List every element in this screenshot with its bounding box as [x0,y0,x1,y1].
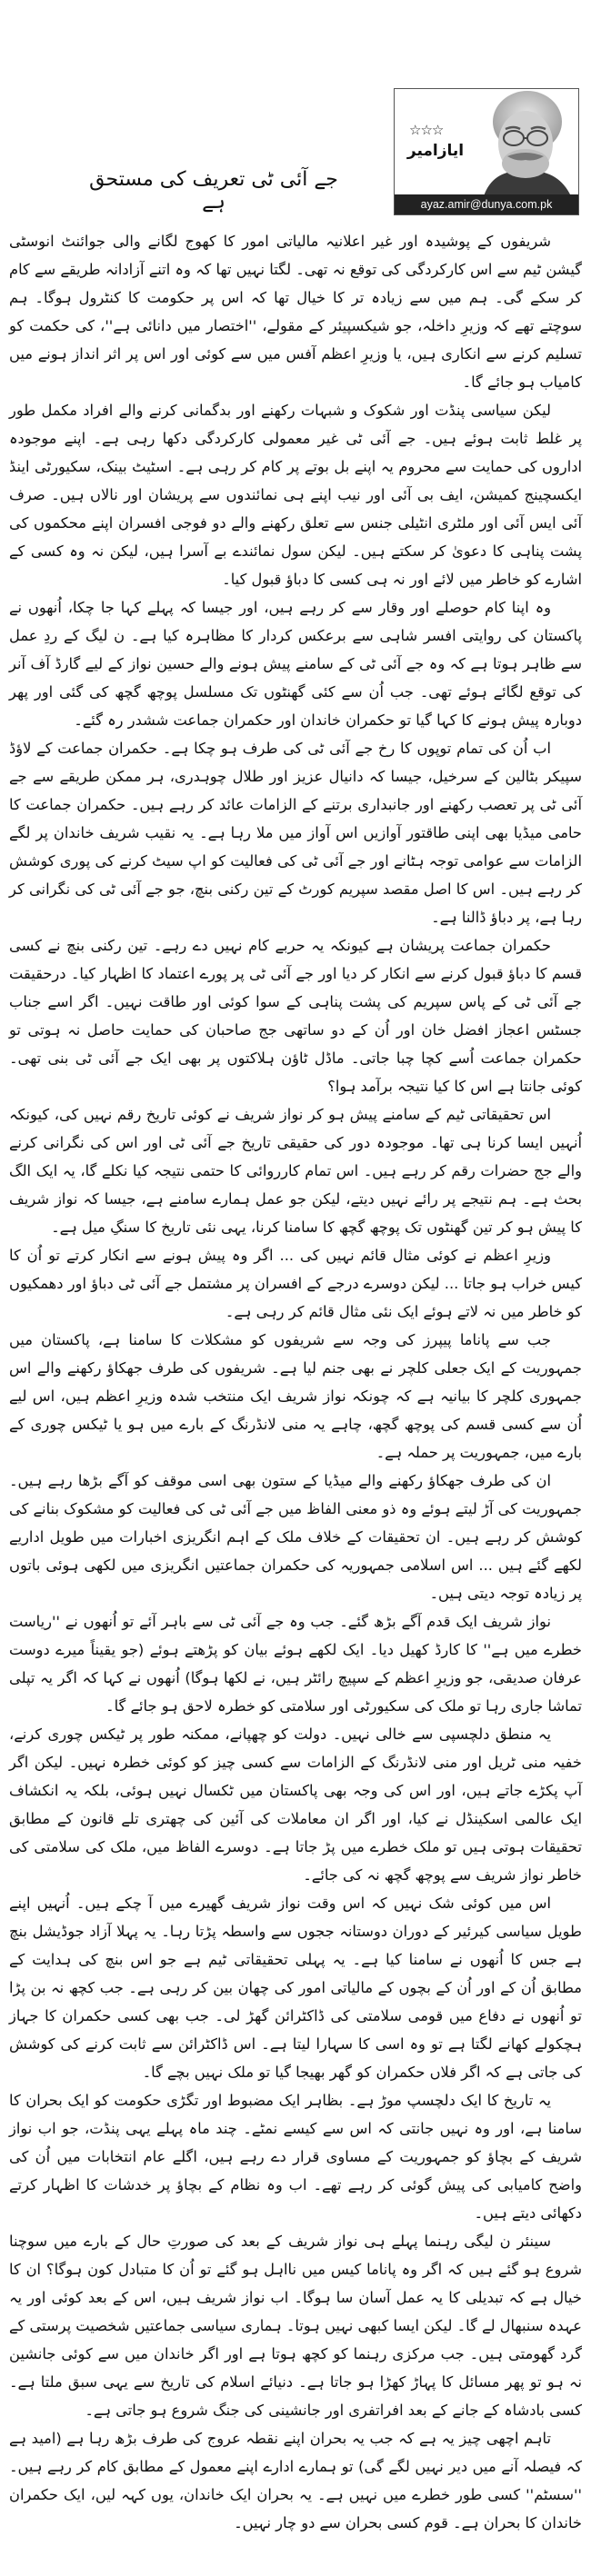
article-paragraph: حکمران جماعت پریشان ہے کیونکہ یہ حربے کام نہیں دے رہے۔ تین رکنی بنچ نے کسی قسم کا دباؤ قبول کرنے سے انکار کر دیا اور جے آئی ٹی پر پورے اعتماد کا اظہار کیا۔ درحقیقت جے آئی ٹی کے پاس سپریم کی پشت پناہی کے سوا کوئی اور طاقت نہیں۔ اگر اسے جناب جسٹس اعجاز افضل خان اور اُن کے دو ساتھی جج صاحبان کی حمایت حاصل نہ ہوتی تو حکمران جماعت اُسے کچا چبا جاتی۔ ماڈل ٹاؤن ہلاکتوں پر بھی ایک جے آئی ٹی بنی تھی۔ کوئی جانتا ہے اس کا کیا نتیجہ برآمد ہوا؟ [9,937,582,1095]
article-paragraph: یہ منطق دلچسپی سے خالی نہیں۔ دولت کو چھپانے، ممکنہ طور پر ٹیکس چوری کرنے، خفیہ منی ٹریل اور منی لانڈرنگ کے الزامات سے کسی چیز کو کوئی خطرہ نہیں۔ لیکن اگر آپ پکڑے جاتے ہیں، اور اس کی وجہ بھی پاکستان میں ٹکسال نہیں ہوئی، بلکہ یہ انکشاف ایک عالمی اسکینڈل نے کیا، اور اگر ان معاملات کی آئین کی چھتری تلے قانون کے مطابق تحقیقات ہوتی ہیں تو ملک خطرے میں پڑ جاتا ہے۔ دوسرے الفاظ میں، ملک کی سلامتی کی خاطر نواز شریف سے پوچھ گچھ نہ کی جائے۔ [9,1726,582,1884]
column-header [0,0,591,223]
author-box [394,88,579,215]
article-paragraph: شریفوں کے پوشیدہ اور غیر اعلانیہ مالیاتی امور کا کھوج لگانے والی جوائنٹ انوسٹی گیشن ٹیم سے اس کارکردگی کی توقع نہ تھی۔ لگتا نہیں تھا کہ وہ اتنے آزادانہ طریقے سے کام کر سکے گی۔ ہم میں سے زیادہ تر کا خیال تھا کہ اس پر حکومت کا کنٹرول ہوگا۔ ہم سوچتے تھے کہ وزیرِ داخلہ، جو شیکسپیئر کے مقولے، ''اختصار میں دانائی ہے''، کی حکمت کو تسلیم کرنے سے انکاری ہیں، یا وزیرِ اعظم آفس میں سے کوئی اور اس پر اثر انداز ہونے میں کامیاب ہو جائے گا۔ [9,233,582,391]
article-paragraph: نواز شریف ایک قدم آگے بڑھ گئے۔ جب وہ جے آئی ٹی سے باہر آئے تو اُنھوں نے ''ریاست خطرے میں ہے'' کا کارڈ کھیل دیا۔ ایک لکھے ہوئے بیان کو پڑھتے ہوئے (جو یقیناً میرے دوست عرفان صدیقی، جو وزیرِ اعظم کے سپیچ رائٹر ہیں، نے لکھا ہوگا) اُنھوں نے کہا کہ اگر یہ تپلی تماشا جاری رہا تو ملک کی سکیورٹی اور سلامتی کو خطرہ لاحق ہو جائے گا۔ [9,1613,582,1715]
article-paragraph: اب اُن کی تمام توپوں کا رخ جے آئی ٹی کی طرف ہو چکا ہے۔ حکمران جماعت کے لاؤڈ سپیکر بٹالین کے سرخیل، جیسا کہ دانیال عزیز اور طلال چوہدری، ہر ممکن طریقے سے جے آئی ٹی پر تعصب رکھنے اور جانبداری برتنے کے الزامات عائد کر رہے ہیں۔ حکمران جماعت کا حامی میڈیا بھی اپنی طاقتور آوازیں اس آواز میں ملا رہا ہے۔ یہ نقیب شریف خاندان پر لگے الزامات سے عوامی توجہ ہٹانے اور جے آئی ٹی کی فعالیت کو اپ سیٹ کرنے کی پوری کوشش کر رہے ہیں۔ اس کا اصل مقصد سپریم کورٹ کے تین رکنی بنچ، جو جے آئی ٹی کی نگرانی کر رہا ہے، پر دباؤ ڈالنا ہے۔ [9,740,582,926]
article-paragraph: وزیرِ اعظم نے کوئی مثال قائم نہیں کی ... اگر وہ پیش ہونے سے انکار کرتے تو اُن کا کیس خراب ہو جاتا ... لیکن دوسرے درجے کے افسران پر مشتمل جے آئی ٹی دباؤ اور دھمکیوں کو خاطر میں نہ لاتے ہوئے ایک نئی مثال قائم کر رہی ہے۔ [9,1247,582,1320]
article-paragraph: جب سے پاناما پیپرز کی وجہ سے شریفوں کو مشکلات کا سامنا ہے، پاکستان میں جمہوریت کے ایک جعلی کلچر نے بھی جنم لیا ہے۔ شریفوں کی طرف جھکاؤ رکھنے والے اس جمہوری کلچر کا بیانیہ ہے کہ چونکہ نواز شریف ایک منتخب شدہ وزیرِ اعظم ہیں، اس لیے اُن سے کسی قسم کی پوچھ گچھ، چاہے یہ منی لانڈرنگ کے بارے میں ہو یا ٹیکس چوری کے بارے میں، جمہوریت پر حملہ ہے۔ [9,1331,582,1461]
author-email[interactable]: ayaz.amir@dunya.com.pk [395,194,578,214]
rating-stars: ☆☆☆ [409,122,444,138]
article-body [9,227,582,2537]
author-portrait-icon [475,89,575,196]
article-paragraph: وہ اپنا کام حوصلے اور وقار سے کر رہے ہیں، اور جیسا کہ پہلے کہا جا چکا، اُنھوں نے پاکستان کی روایتی افسر شاہی سے برعکس کردار کا مظاہرہ کیا ہے۔ ن لیگ کے ردِ عمل سے ظاہر ہوتا ہے کہ وہ جے آئی ٹی کے سامنے پیش ہونے والے حسین نواز کے لیے گارڈ آف آنر کی توقع لگائے ہوئے تھی۔ جب اُن سے کئی گھنٹوں تک مسلسل پوچھ گچھ کی گئی اور پھر دوبارہ پیش ہونے کا کہا گیا تو حکمران خاندان اور حکمران جماعت ششدر رہ گئے۔ [9,599,582,729]
article-paragraph: یہ تاریخ کا ایک دلچسپ موڑ ہے۔ بظاہر ایک مضبوط اور تگڑی حکومت کو ایک بحران کا سامنا ہے، اور وہ نہیں جانتی کہ اس سے کیسے نمٹے۔ چند ماہ پہلے یہی پنڈت، جو اب نواز شریف کے بچاؤ کو جمہوریت کے مساوی قرار دے رہے ہیں، اگلے عام انتخابات میں اُن کی واضح کامیابی کی پیش گوئی کر رہے تھے۔ اب وہ نظام کے بچاؤ پر خدشات کا اظہار کرتے دکھائی دیتے ہیں۔ [9,2092,582,2222]
article-paragraph: اس میں کوئی شک نہیں کہ اس وقت نواز شریف گھیرے میں آ چکے ہیں۔ اُنہیں اپنے طویل سیاسی کیرئیر کے دوران دوستانہ ججوں سے واسطہ پڑتا رہا۔ یہ پہلا آزاد جوڈیشل بنچ ہے جس کا اُنھوں نے سامنا کیا ہے۔ یہ پہلی تحقیقاتی ٹیم ہے جو اس بنچ کی ہدایت کے مطابق اُن کے اور اُن کے بچوں کے مالیاتی امور کی چھان بین کر رہی ہے۔ جب کچھ نہ بن پڑا تو اُنھوں نے دفاع میں قومی سلامتی کی ڈاکٹرائن گھڑ لی۔ جب بھی کسی حکمران کا جہاز ہچکولے کھانے لگتا ہے تو وہ اسی کا سہارا لیتا ہے۔ اس ڈاکٹرائن سے ثابت کرنے کی کوشش کی جاتی ہے کہ اگر فلاں حکمران کو گھر بھیجا گیا تو ملک نہیں بچے گا۔ [9,1895,582,2081]
article-paragraph: اس تحقیقاتی ٹیم کے سامنے پیش ہو کر نواز شریف نے کوئی تاریخ رقم نہیں کی، کیونکہ اُنہیں ایسا کرنا ہی تھا۔ موجودہ دور کی حقیقی تاریخ جے آئی ٹی اور اس کی نگرانی کرنے والے جج حضرات رقم کر رہے ہیں۔ اس تمام کارروائی کا حتمی نتیجہ کیا نکلے گا، یہ ایک الگ بحث ہے۔ ہم نتیجے پر رائے نہیں دیتے، لیکن جو عمل ہمارے سامنے ہے، جیسا کہ نواز شریف کا پیش ہو کر تین گھنٹوں تک پوچھ گچھ کا سامنا کرنا، یہی نئی تاریخ کا سنگِ میل ہے۔ [9,1106,582,1236]
article-paragraph: ان کی طرف جھکاؤ رکھنے والے میڈیا کے ستون بھی اسی موقف کو آگے بڑھا رہے ہیں۔ جمہوریت کی آڑ لیتے ہوئے وہ ذو معنی الفاظ میں جے آئی ٹی کی فعالیت کو مشکوک بنانے کی کوشش کر رہے ہیں۔ ان تحقیقات کے خلاف ملک کے اہم انگریزی اخبارات میں طویل اداریے لکھے گئے ہیں ... اس اسلامی جمہوریہ کی حکمران جماعتیں انگریزی میں لکھی ہوئی باتوں پر زیادہ توجہ دیتی ہیں۔ [9,1472,582,1602]
article-paragraph: تاہم اچھی چیز یہ ہے کہ جب یہ بحران اپنے نقطہ عروج کی طرف بڑھ رہا ہے (امید ہے کہ فیصلہ آنے میں دیر نہیں لگے گی) تو ہمارے ادارے اپنے معمول کے مطابق کام کر رہے ہیں۔ ''سسٹم'' کسی طور خطرے میں نہیں ہے۔ یہ بحران ایک خاندان، یوں کہہ لیں، ایک حکمران خاندان کا بحران ہے۔ قوم کسی بحران سے دو چار نہیں۔ [9,2430,582,2531]
article-paragraph: لیکن سیاسی پنڈت اور شکوک و شبہات رکھنے اور بدگمانی کرنے والے افراد مکمل طور پر غلط ثابت ہوئے ہیں۔ جے آئی ٹی غیر معمولی کارکردگی دکھا رہی ہے۔ اپنے موجودہ اداروں کی حمایت سے محروم یہ اپنے بل بوتے پر کام کر رہی ہے۔ اسٹیٹ بینک، سکیورٹی اینڈ ایکسچینج کمیشن، ایف بی آئی اور نیب اپنے ہی نمائندوں سے پریشان اور نالاں ہیں۔ صرف آئی ایس آئی اور ملٹری انٹیلی جنس سے تعلق رکھنے والے دو فوجی افسران اپنے محکموں کی پشت پناہی کا دعویٰ کر سکتے ہیں۔ لیکن سول نمائندے بے آسرا ہیں، لیکن نہ وہ کسی کے اشارے کو خاطر میں لائے اور نہ ہی کسی کا دباؤ قبول کیا۔ [9,402,582,588]
article-headline: جے آئی ٹی تعریف کی مستحق ہے [89,168,338,214]
author-name: ایازامیر [406,142,465,160]
article-paragraph: سینئر ن لیگی رہنما پہلے ہی نواز شریف کے بعد کی صورتِ حال کے بارے میں سوچنا شروع ہو گئے ہیں کہ اگر وہ پاناما کیس میں نااہل ہو گئے تو اُن کا متبادل کون ہوگا؟ ان کا خیال ہے کہ تبدیلی کا یہ عمل آسان سا ہوگا۔ اب نواز شریف ہیں، اس کے بعد کوئی اور یہ عہدہ سنبھال لے گا۔ لیکن ایسا کبھی نہیں ہوتا۔ ہماری سیاسی جماعتیں شخصیت پرستی کے گرد گھومتی ہیں۔ جب مرکزی رہنما کو کچھ ہوتا ہے اور اگر خاندان میں سے کوئی جانشین نہ ہو تو پھر مسائل کا پہاڑ کھڑا ہو جاتا ہے۔ دنیائے اسلام کی تاریخ سے یہی سبق ملتا ہے۔ کسی بادشاہ کے جانے کے بعد افراتفری اور جانشینی کی جنگ شروع ہو جاتی ہے۔ [9,2233,582,2419]
